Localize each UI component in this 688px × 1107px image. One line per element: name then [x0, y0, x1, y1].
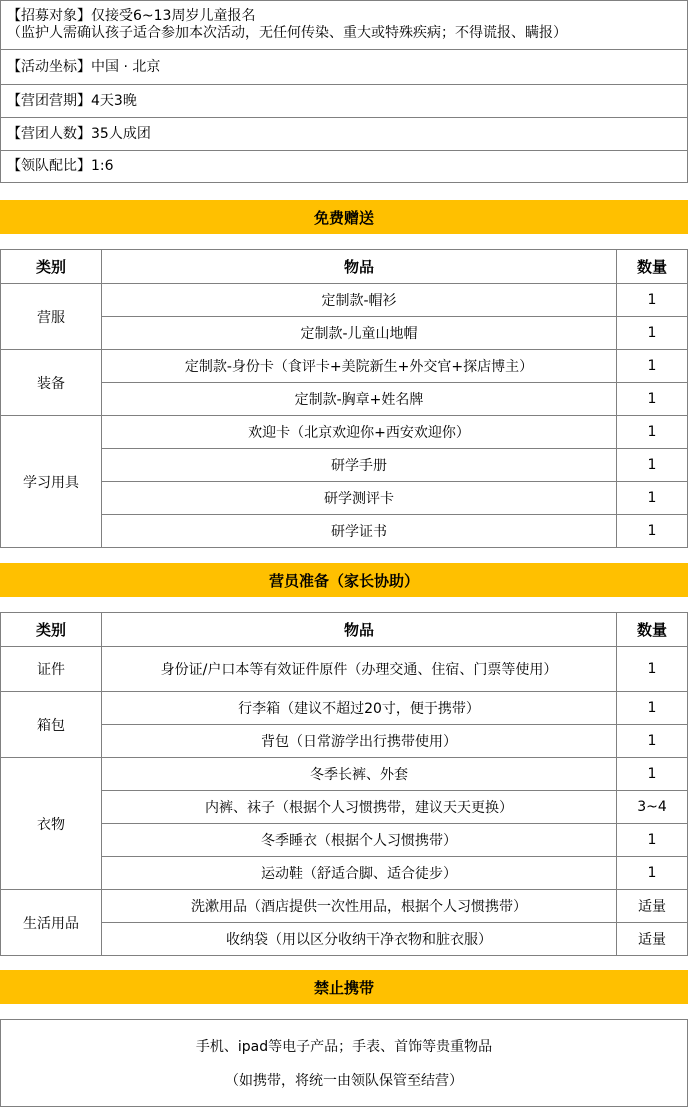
item-cell: 研学手册 — [102, 449, 617, 482]
prep-table — [0, 612, 688, 956]
table-header-row — [1, 250, 688, 284]
table-row — [1, 449, 688, 482]
item-cell: 身份证/户口本等有效证件原件（办理交通、住宿、门票等使用） — [102, 647, 617, 692]
header-category: 类别 — [1, 250, 102, 284]
table-row — [1, 416, 688, 449]
qty-cell: 1 — [617, 317, 688, 350]
item-cell: 定制款-儿童山地帽 — [102, 317, 617, 350]
table-row — [1, 383, 688, 416]
item-cell: 定制款-帽衫 — [102, 284, 617, 317]
info-row-ratio — [0, 151, 688, 183]
item-cell: 内裤、袜子（根据个人习惯携带，建议天天更换） — [102, 791, 617, 824]
item-cell: 收纳袋（用以区分收纳干净衣物和脏衣服） — [102, 923, 617, 956]
qty-cell: 1 — [617, 383, 688, 416]
table-row — [1, 923, 688, 956]
gifts-section-title: 免费赠送 — [0, 200, 688, 234]
qty-cell: 适量 — [617, 923, 688, 956]
qty-cell: 1 — [617, 758, 688, 791]
item-cell: 研学证书 — [102, 515, 617, 548]
header-item: 物品 — [102, 613, 617, 647]
qty-cell: 1 — [617, 449, 688, 482]
table-row — [1, 482, 688, 515]
table-row — [1, 317, 688, 350]
size-value: 35人成团 — [91, 125, 151, 142]
table-row — [1, 647, 688, 692]
ratio-label: 【领队配比】 — [7, 158, 91, 174]
table-row — [1, 890, 688, 923]
category-cell: 学习用具 — [1, 416, 102, 548]
size-label: 【营团人数】 — [7, 125, 91, 142]
location-label: 【活动坐标】 — [7, 58, 91, 75]
info-row-location — [0, 50, 688, 85]
qty-cell: 1 — [617, 515, 688, 548]
table-row — [1, 824, 688, 857]
qty-cell: 1 — [617, 824, 688, 857]
forbidden-box — [0, 1019, 688, 1107]
category-cell: 营服 — [1, 284, 102, 350]
recruit-label: 【招募对象】 — [7, 8, 91, 24]
table-row — [1, 515, 688, 548]
duration-label: 【营团营期】 — [7, 92, 91, 109]
forbidden-items-text: 手机、ipad等电子产品；手表、首饰等贵重物品 — [195, 1039, 493, 1055]
header-qty: 数量 — [617, 250, 688, 284]
info-row-duration — [0, 85, 688, 118]
item-cell: 背包（日常游学出行携带使用） — [102, 725, 617, 758]
qty-cell: 1 — [617, 857, 688, 890]
duration-value: 4天3晚 — [91, 92, 137, 109]
qty-cell: 3~4 — [617, 791, 688, 824]
item-cell: 冬季睡衣（根据个人习惯携带） — [102, 824, 617, 857]
info-row-size — [0, 118, 688, 151]
qty-cell: 1 — [617, 482, 688, 515]
gifts-table — [0, 249, 688, 548]
qty-cell: 1 — [617, 647, 688, 692]
header-item: 物品 — [102, 250, 617, 284]
item-cell: 定制款-胸章+姓名牌 — [102, 383, 617, 416]
recruit-note: （监护人需确认孩子适合参加本次活动，无任何传染、重大或特殊疾病；不得谎报、瞒报） — [7, 25, 567, 41]
table-header-row — [1, 613, 688, 647]
forbidden-section-title: 禁止携带 — [0, 970, 688, 1004]
qty-cell: 适量 — [617, 890, 688, 923]
item-cell: 冬季长裤、外套 — [102, 758, 617, 791]
item-cell: 欢迎卡（北京欢迎你+西安欢迎你） — [102, 416, 617, 449]
qty-cell: 1 — [617, 284, 688, 317]
qty-cell: 1 — [617, 416, 688, 449]
recruit-value: 仅接受6~13周岁儿童报名 — [91, 8, 256, 24]
prep-section-title: 营员准备（家长协助） — [0, 563, 688, 597]
location-value: 中国 · 北京 — [91, 58, 161, 75]
category-cell: 生活用品 — [1, 890, 102, 956]
qty-cell: 1 — [617, 725, 688, 758]
item-cell: 定制款-身份卡（食评卡+美院新生+外交官+探店博主） — [102, 350, 617, 383]
ratio-value: 1:6 — [91, 158, 114, 174]
qty-cell: 1 — [617, 350, 688, 383]
camp-info — [0, 0, 688, 183]
info-row-recruit — [0, 0, 688, 50]
header-qty: 数量 — [617, 613, 688, 647]
category-cell: 装备 — [1, 350, 102, 416]
qty-cell: 1 — [617, 692, 688, 725]
table-row — [1, 284, 688, 317]
item-cell: 洗漱用品（酒店提供一次性用品，根据个人习惯携带） — [102, 890, 617, 923]
category-cell: 证件 — [1, 647, 102, 692]
table-row — [1, 791, 688, 824]
header-category: 类别 — [1, 613, 102, 647]
forbidden-note-text: （如携带，将统一由领队保管至结营） — [225, 1073, 463, 1089]
item-cell: 行李箱（建议不超过20寸，便于携带） — [102, 692, 617, 725]
table-row — [1, 725, 688, 758]
table-row — [1, 692, 688, 725]
table-row — [1, 857, 688, 890]
category-cell: 衣物 — [1, 758, 102, 890]
table-row — [1, 350, 688, 383]
item-cell: 研学测评卡 — [102, 482, 617, 515]
table-row — [1, 758, 688, 791]
category-cell: 箱包 — [1, 692, 102, 758]
item-cell: 运动鞋（舒适合脚、适合徒步） — [102, 857, 617, 890]
